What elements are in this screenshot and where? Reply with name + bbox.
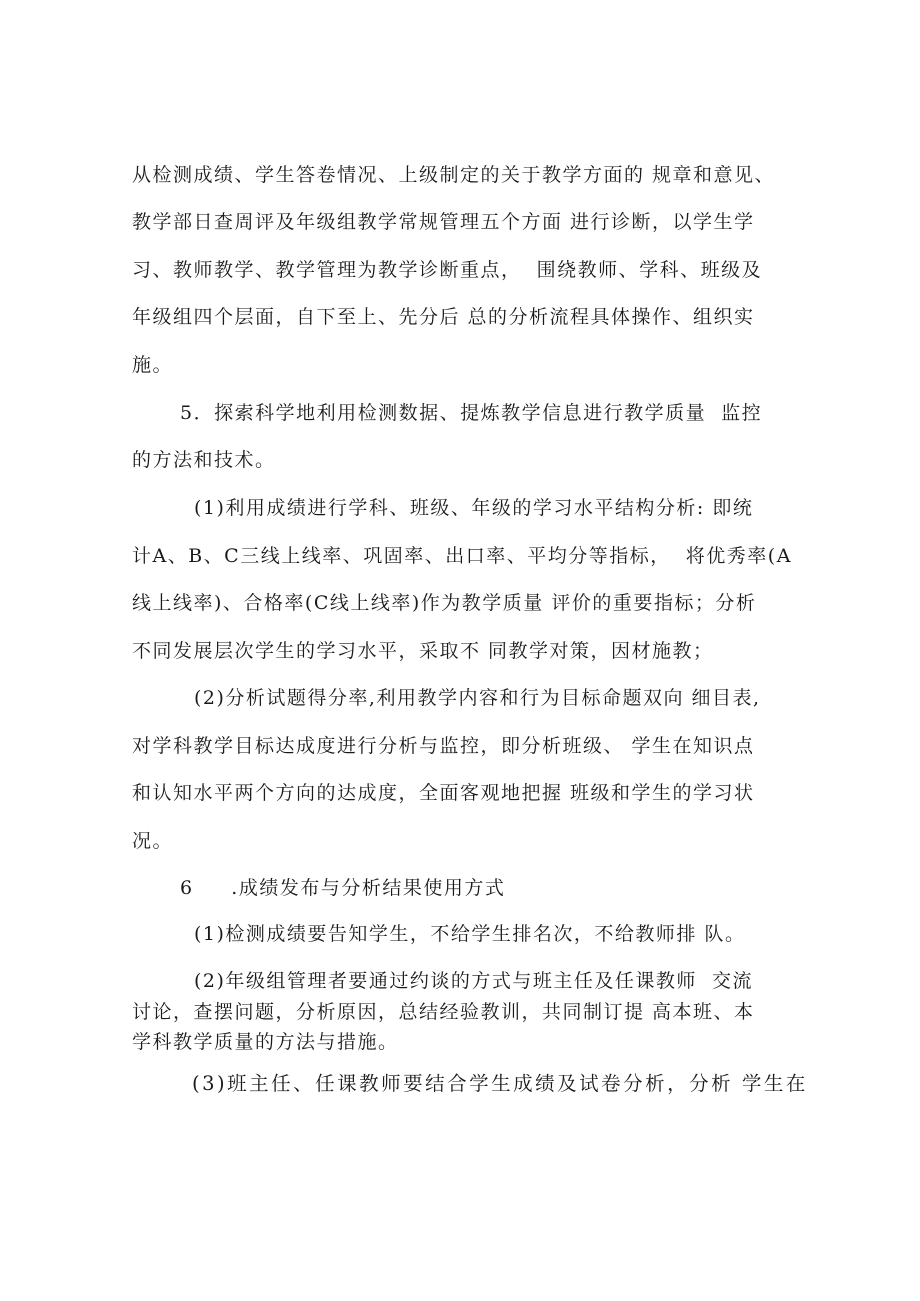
text-line: 施。: [132, 354, 174, 376]
text-line: 年级组四个层面，自下至上、先分后 总的分析流程具体操作、组织实: [132, 306, 755, 328]
text-line: (2)分析试题得分率,利用教学内容和行为目标命题双向 细目表,: [194, 687, 761, 709]
text-line: 不同发展层次学生的学习水平，采取不 同教学对策，因材施教；: [132, 640, 714, 662]
text-line: 习、教师教学、教学管理为教学诊断重点， 围绕教师、学科、班级及: [132, 259, 763, 281]
text-line: 的方法和技术。: [132, 449, 276, 471]
text-line: 学科教学质量的方法与措施。: [132, 1031, 399, 1053]
text-line: 和认知水平两个方向的达成度，全面客观地把握 班级和学生的学习状: [132, 782, 755, 804]
text-line: 计A、B、C三线上线率、巩固率、出口率、平均分等指标， 将优秀率(A: [132, 545, 792, 567]
text-line: (2)年级组管理者要通过约谈的方式与班主任及任课教师 交流: [194, 970, 753, 992]
text-line: (1)检测成绩要告知学生，不给学生排名次，不给教师排 队。: [194, 923, 746, 945]
text-line: 对学科教学目标达成度进行分析与监控，即分析班级、 学生在知识点: [132, 735, 755, 757]
text-line: 教学部日查周评及年级组教学常规管理五个方面 进行诊断，以学生学: [132, 211, 755, 233]
text-line: (1)利用成绩进行学科、班级、年级的学习水平结构分析: 即统: [194, 497, 754, 519]
text-line: (3)班主任、任课教师要结合学生成绩及试卷分析，分析 学生在: [192, 1072, 808, 1095]
text-line: 讨论，查摆问题，分析原因，总结经验教训，共同制订提 高本班、本: [132, 1001, 755, 1023]
section-heading: 6 .成绩发布与分析结果使用方式: [180, 877, 506, 899]
text-line: 况。: [132, 830, 174, 852]
text-line: 线上线率)、合格率(C线上线率)作为教学质量 评价的重要指标；分析: [132, 592, 757, 614]
section-heading: 5．探索科学地利用检测数据、提炼教学信息进行教学质量 监控: [180, 402, 763, 424]
text-line: 从检测成绩、学生答卷情况、上级制定的关于教学方面的 规章和意见、: [132, 164, 776, 186]
